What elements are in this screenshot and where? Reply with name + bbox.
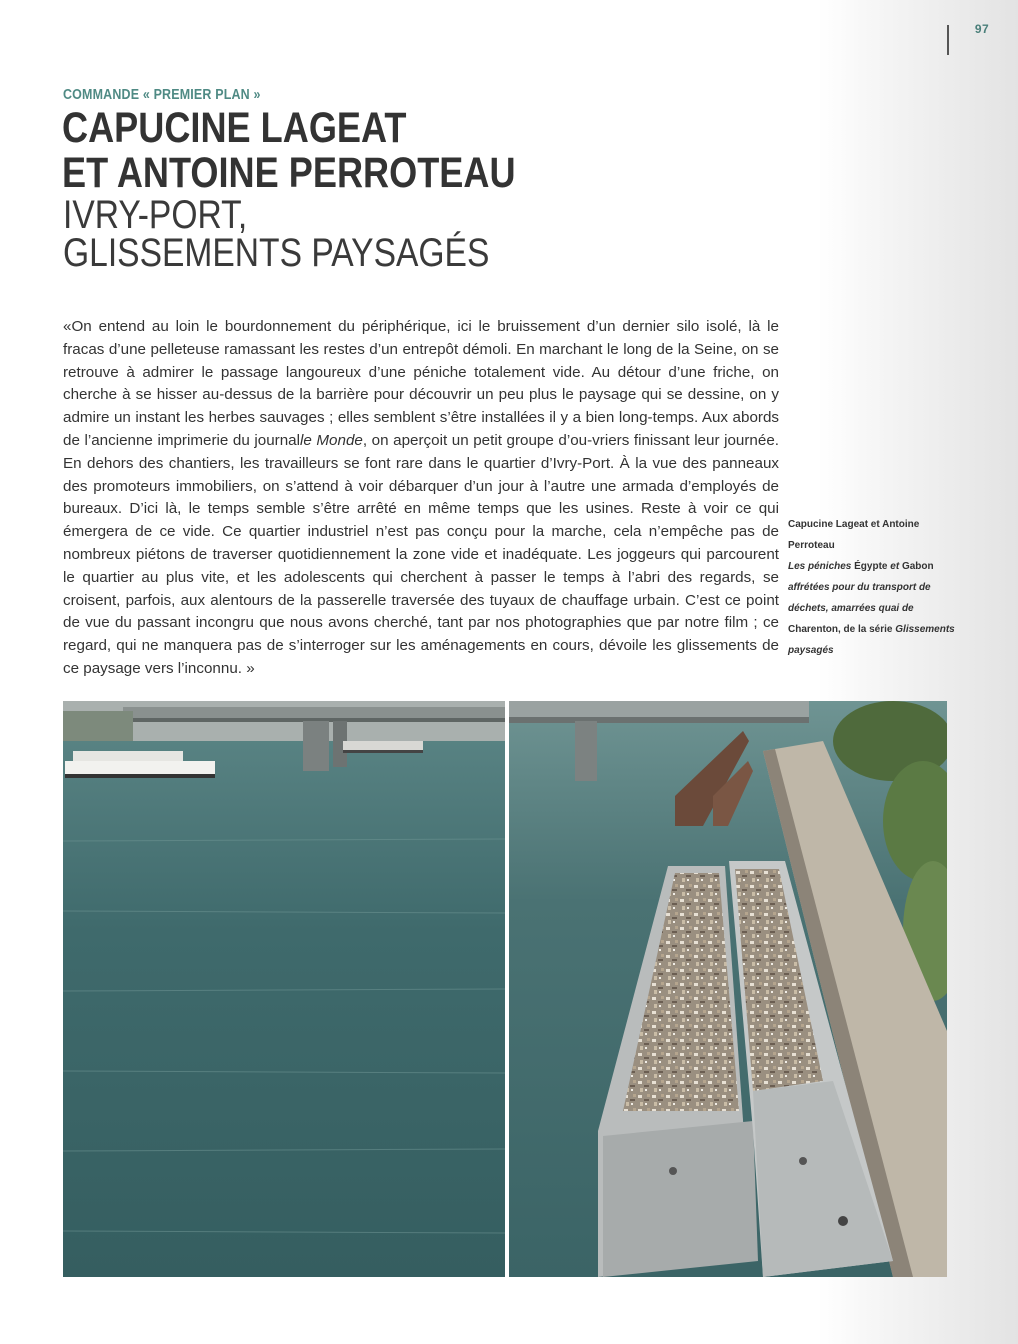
boat-name-2: Gabon	[901, 561, 934, 572]
page-number: 97	[974, 22, 990, 36]
subtitle-line-2: GLISSEMENTS PAYSAGÉS	[63, 231, 490, 275]
subtitle-line-1: IVRY-PORT,	[63, 193, 248, 237]
page-number-rule	[947, 25, 949, 55]
newspaper-name: le Monde	[300, 431, 363, 449]
article-subtitle	[63, 193, 490, 275]
photo-illustration	[63, 701, 947, 1277]
caption-description: Les péniches Égypte et Gabon affrétées pour du transport de déchets, amarrées quai de Charenton, de la série Glissements paysagés	[788, 561, 955, 656]
body-text-part-1: «On entend au loin le bourdonnement du périphérique, ici le bruissement d’un dernier silo isolé, là le fracas d’une pelleteuse ramassant les restes d’un entrepôt démoli. En marchant le long de la Seine, on se retrouve à admirer le passage langoureux d’une péniche totalement vide. Au détour d’une friche, on cherche à se hisser au-dessus de la barrière pour découvrir un peu plus le paysage qui se dessine, on y admire un instant les herbes sauvages ; elles semblent s’être installées il y a bien long-temps. Aux abords de l’ancienne imprimerie du journal	[63, 318, 779, 449]
article-authors	[62, 106, 516, 196]
left-photo	[63, 701, 505, 1277]
photo-diptych	[63, 701, 947, 1277]
section-kicker: COMMANDE « PREMIER PLAN »	[63, 87, 261, 103]
caption-credit: Capucine Lageat et Antoine Perroteau	[788, 519, 920, 551]
right-photo	[509, 701, 947, 1277]
caption-place: Charenton	[788, 624, 838, 635]
caption-series: Glissements paysagés	[788, 624, 955, 656]
authors-line-1: CAPUCINE LAGEAT	[62, 104, 407, 152]
body-text-part-2: , on aperçoit un petit groupe d’ou-vriers finissant leur journée. En dehors des chantiers, les travailleurs se font rare dans le quartier d’Ivry-Port. À la vue des panneaux des promoteurs immobiliers, on s’attend à voir débarquer d’un jour à l’autre une armada d’employés de bureaux. D’ici là, le temps semble s’être arrêté en même temps que les usines. Reste à voir ce qui émergera de ce vide. Ce quartier industriel n’est pas conçu pour la marche, cela n’empêche pas de nombreux piétons de traverser quotidiennement la zone vide et inadéquate. Les joggeurs qui parcourent le quartier au plus vite, et les adolescents qui cherchent à passer le temps à l’abri des regards, se croisent, parfois, aux alentours de la passerelle traversée des tuyaux de chauffage urbain. C’est ce point de vue du passant incongru que nous avons cherché, tant par nos photographies que par notre film ; ce regard, qui ne manquera pas de s’interroger sur les aménagements en cours, dévoile les glissements de ce paysage vers l’inconnu. »	[63, 431, 779, 677]
authors-line-2: ET ANTOINE PERROTEAU	[62, 149, 516, 197]
photo-caption	[788, 514, 958, 661]
article-body	[63, 316, 779, 681]
boat-name-1: Égypte	[854, 561, 888, 572]
